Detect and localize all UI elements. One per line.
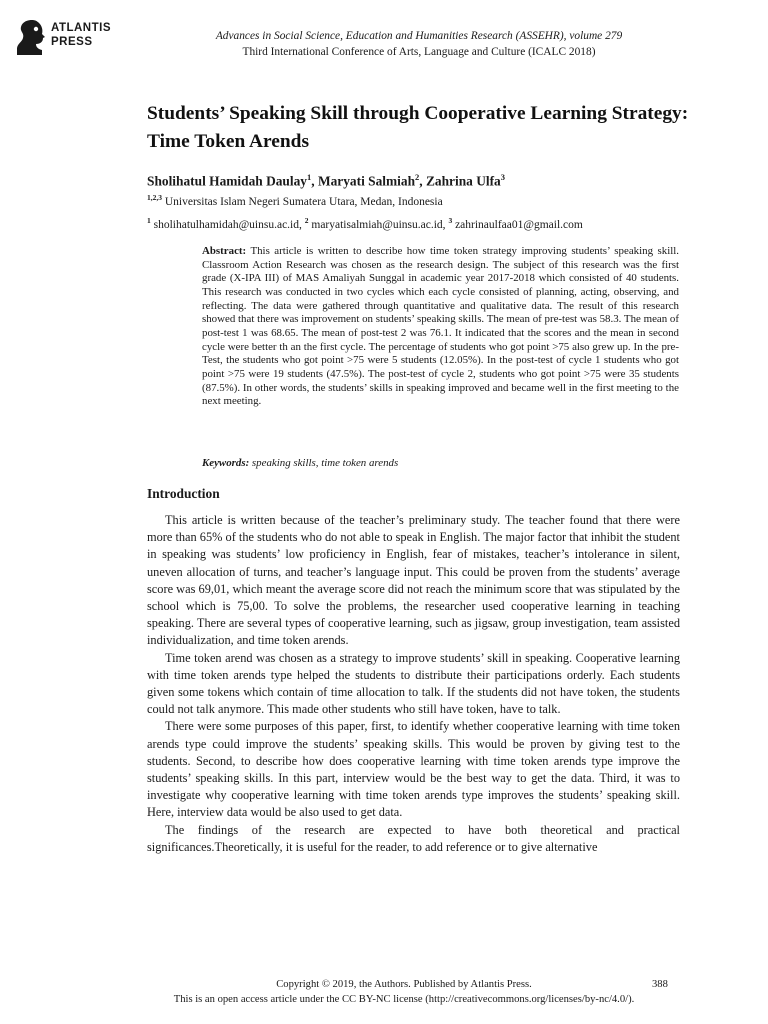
copyright-notice: Copyright © 2019, the Authors. Published by Atlantis Press. bbox=[276, 979, 532, 990]
email-sup: 3 bbox=[448, 216, 453, 225]
introduction-body bbox=[147, 512, 680, 856]
logo-line-2: PRESS bbox=[51, 36, 93, 48]
author-sup: 1 bbox=[307, 172, 312, 182]
conference-name: Third International Conference of Arts, Language and Culture (ICALC 2018) bbox=[242, 46, 596, 58]
license-notice: This is an open access article under the CC BY-NC license (http://creativecommons.org/licenses/by-nc/4.0/). bbox=[173, 994, 635, 1005]
body-paragraph: Time token arend was chosen as a strategy to improve students’ skill in speaking. Cooperative learning with time token arends type helped the students to distribute their participations orderly. Each students given some tokens which contain of time allocation to talk. If the students did not have token, the students could not talk anymore. This made other students who still have token, have to talk. bbox=[147, 650, 680, 717]
journal-name: Advances in Social Science, Education and Humanities Research (ASSEHR), volume 279 bbox=[215, 30, 623, 42]
author-sup: 3 bbox=[500, 172, 506, 182]
author-separator: , bbox=[419, 173, 426, 189]
author-name: Zahrina Ulfa bbox=[425, 173, 501, 189]
paper-title: Students’ Speaking Skill through Cooperative Learning Strategy: Time Token Arends bbox=[147, 103, 689, 152]
author-separator: , bbox=[311, 173, 318, 189]
author-sup: 2 bbox=[415, 172, 420, 182]
author-name: Sholihatul Hamidah Daulay bbox=[147, 173, 307, 189]
logo-line-1: ATLANTIS bbox=[51, 22, 112, 34]
affiliation-text: Universitas Islam Negeri Sumatera Utara, Medan, Indonesia bbox=[162, 195, 443, 208]
section-heading-introduction: Introduction bbox=[147, 486, 220, 501]
abstract bbox=[202, 245, 679, 409]
affiliation-sup: 1,2,3 bbox=[147, 193, 162, 202]
keywords-label: Keywords: bbox=[202, 457, 250, 469]
keywords bbox=[202, 457, 398, 469]
author-emails bbox=[147, 216, 583, 231]
email-sup: 1 bbox=[147, 216, 151, 225]
email-address: maryatisalmiah@uinsu.ac.id, bbox=[308, 218, 449, 231]
author-name: Maryati Salmiah bbox=[317, 173, 416, 189]
running-header bbox=[120, 28, 718, 60]
atlantis-thinker-icon bbox=[14, 18, 48, 56]
affiliation bbox=[147, 193, 443, 208]
keywords-text: speaking skills, time token arends bbox=[249, 457, 399, 469]
logo-text bbox=[51, 21, 111, 49]
email-sup: 2 bbox=[304, 216, 309, 225]
abstract-text: This article is written to describe how time token strategy improving students’ speaking skill. Classroom Action Research was chosen as the research design. The subject of this research was the first grade (X-IPA III) of MAS Amaliyah Sunggal in academic year 2017-2018 which consisted of 40 students. This research was conducted in two cycles which each cycle consisted of planning, acting, observing, and reflecting. The data were gathered through quantitative and qualitative data. The result of this research showed that there was improvement on students’ speaking skills. The mean of pre-test was 58.3. The mean of post-test 1 was 68.65. The mean of post-test 2 was 76.1. It indicated that the scores and the mean in second cycle were better th an the first cycle. The percentage of students who got point >75 also grew up. In the pre-Test, the students who got point >75 were 5 students (12.05%). In the post-test of cycle 1 students who got point >75 were 19 students (47.5%). The post-test of cycle 2, students who got point >75 were 35 students (87.5%). In other words, the students’ skills in speaking improved and became well in the first meeting to the next meeting. bbox=[202, 245, 679, 408]
email-address: zahrinaulfaa01@gmail.com bbox=[452, 218, 583, 231]
atlantis-press-logo bbox=[14, 18, 124, 58]
email-address: sholihatulhamidah@uinsu.ac.id, bbox=[150, 218, 305, 231]
body-paragraph: This article is written because of the teacher’s preliminary study. The teacher found that there were more than 65% of the students who do not able to speak in English. The major factor that inhibit the student in speaking was students’ low proficiency in English, fear of mistakes, teacher’s intolerance in silent, uneven allocation of turns, and teacher’s language input. This could be proven from the students’ average score was 69,01, which meant the average score did not reach the minimum score that was stipulated by the school which is 75,00. To solve the problems, the researcher used cooperative learning in teaching speaking. There are several types of cooperative learning, such as jigsaw, group investigation, team assisted individualization, and time token arends. bbox=[147, 513, 680, 648]
body-paragraph: The findings of the research are expected to have both theoretical and practical significances.Theoretically, it is useful for the reader, to add reference or to give alternative bbox=[147, 822, 680, 854]
page-number: 388 bbox=[652, 979, 668, 990]
body-paragraph: There were some purposes of this paper, first, to identify whether cooperative learning with time token arends type could improve the students’ speaking skills. This would be proven by giving test to the students. Second, to describe how does cooperative learning with time token arends type improve the students’ speaking skills. In this part, interview would be the best way to get the data. Third, it was to investigate why cooperative learning with time token arends type improves the students’ speaking skill. Here, interview data would be also used to get data. bbox=[147, 719, 680, 820]
abstract-label: Abstract: bbox=[202, 245, 247, 257]
author-list bbox=[147, 172, 505, 189]
